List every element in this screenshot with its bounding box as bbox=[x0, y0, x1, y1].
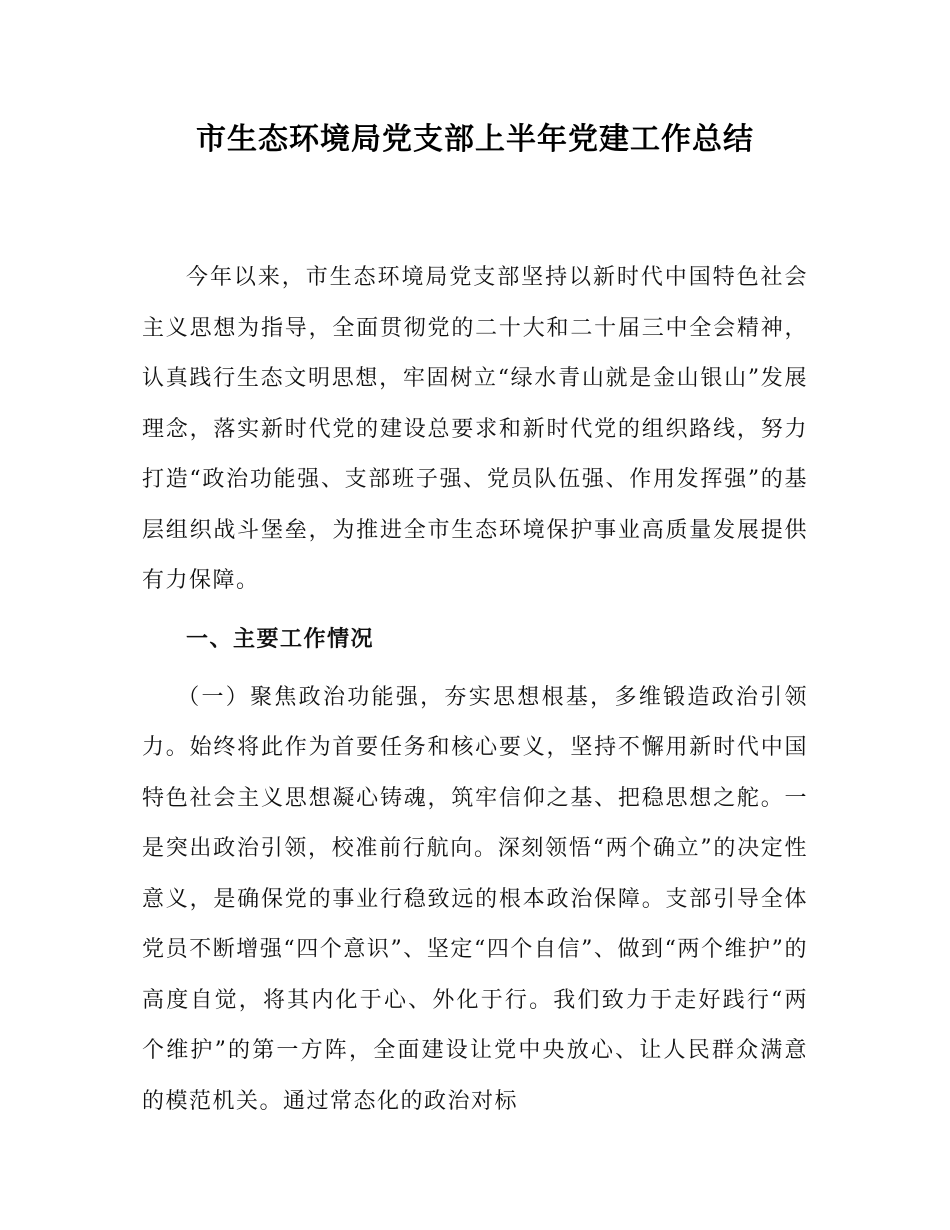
section-heading: 一、主要工作情况 bbox=[186, 626, 375, 652]
intro-paragraph: 今年以来，市生态环境局党支部坚持以新时代中国特色社会主义思想为指导，全面贯彻党的二十大和二十届三中全会精神，认真践行生态文明思想，牢固树立“绿水青山就是金山银山”发展理念，落实新时代党的建设总要求和新时代党的组织路线，努力打造“政治功能强、支部班子强、党员队伍强、作用发挥强”的基层组织战斗堡垒，为推进全市生态环境保护事业高质量发展提供有力保障。 bbox=[142, 265, 808, 593]
body-paragraph: （一）聚焦政治功能强，夯实思想根基，多维锻造政治引领力。始终将此作为首要任务和核心要义，坚持不懈用新时代中国特色社会主义思想凝心铸魂，筑牢信仰之基、把稳思想之舵。一是突出政治引领，校准前行航向。深刻领悟“两个确立”的决定性意义，是确保党的事业行稳致远的根本政治保障。支部引导全体党员不断增强“四个意识”、坚定“四个自信”、做到“两个维护”的高度自觉，将其内化于心、外化于行。我们致力于走好践行“两个维护”的第一方阵，全面建设让党中央放心、让人民群众满意的模范机关。通过常态化的政治对标 bbox=[142, 684, 808, 1114]
document-title: 市生态环境局党支部上半年党建工作总结 bbox=[196, 122, 754, 157]
document-body bbox=[142, 253, 808, 1127]
